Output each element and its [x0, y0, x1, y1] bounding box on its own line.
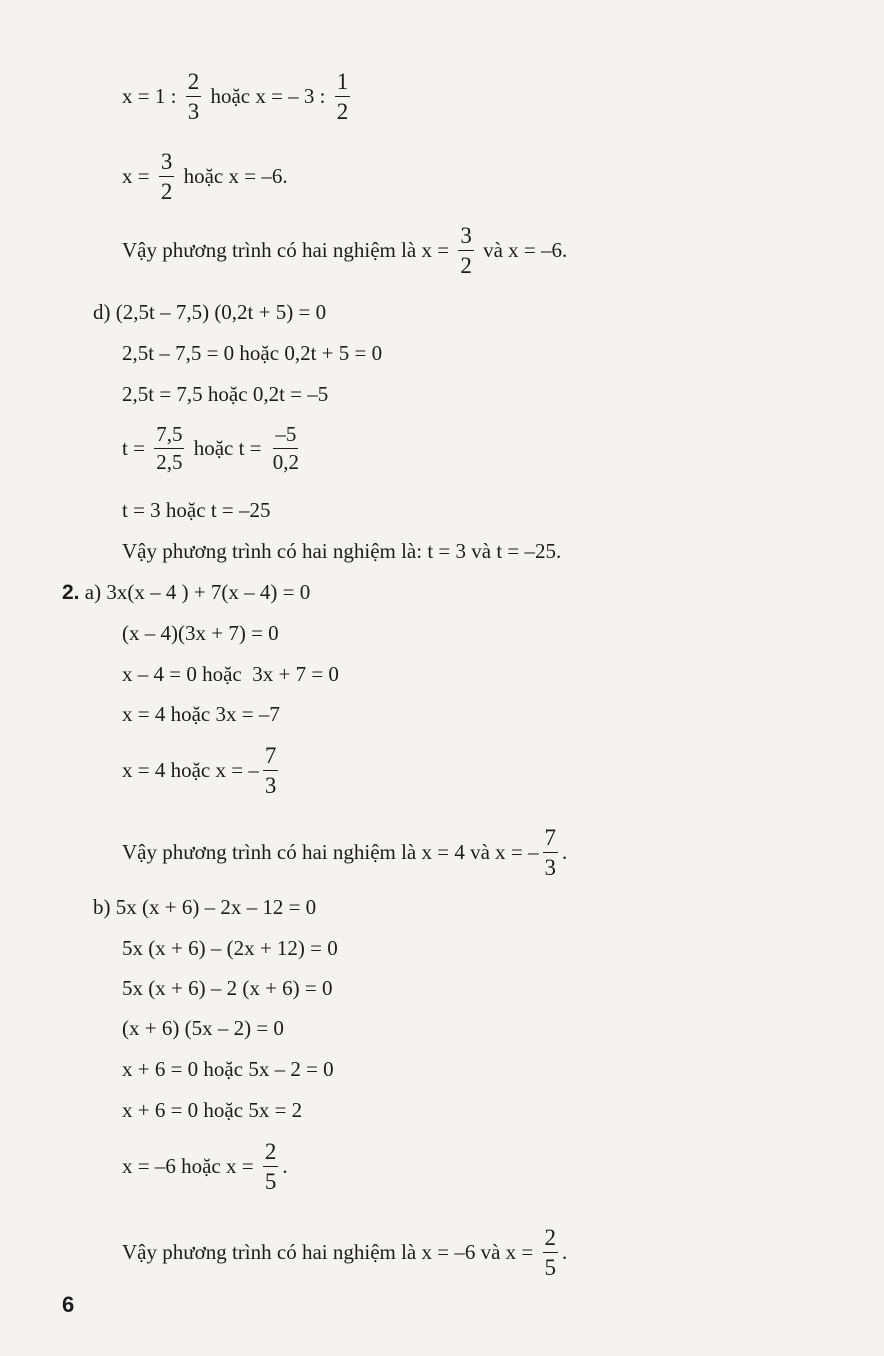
d-line-3: [122, 384, 328, 405]
numerator: 7: [263, 744, 279, 771]
b-line-5: [122, 1059, 334, 1080]
text: x = –6 hoặc x =: [122, 1154, 259, 1178]
numerator: 2: [263, 1140, 279, 1167]
numerator: 1: [335, 70, 351, 97]
text: t =: [122, 436, 151, 460]
denominator: 2: [460, 253, 472, 278]
text: Vậy phương trình có hai nghiệm là x = –6 và x =: [122, 1240, 539, 1264]
text: 5x (x + 6) – (2x + 12) = 0: [122, 936, 338, 960]
denominator: 3: [187, 99, 200, 124]
text: Vậy phương trình có hai nghiệm là x =: [122, 238, 455, 262]
denominator: 5: [544, 1255, 557, 1280]
exercise-number: 2.: [62, 581, 80, 604]
text: x + 6 = 0 hoặc 5x = 2: [122, 1098, 303, 1122]
line-2: [122, 150, 288, 203]
fraction: [271, 424, 301, 473]
a-line-6: [122, 826, 567, 879]
text: x =: [122, 164, 155, 188]
line-3: [122, 224, 567, 277]
fraction: [458, 224, 474, 277]
denominator: 2: [336, 99, 349, 124]
denominator: 2: [160, 179, 173, 204]
text: (x + 6) (5x – 2) = 0: [122, 1016, 284, 1040]
numerator: 3: [159, 150, 175, 177]
numerator: 2: [186, 70, 202, 97]
fraction: [186, 70, 202, 123]
text: b) 5x (x + 6) – 2x – 12 = 0: [93, 895, 317, 919]
line-1: [122, 70, 354, 123]
q2-line-1: [62, 582, 310, 603]
text: Vậy phương trình có hai nghiệm là: t = 3 và t = –25.: [122, 539, 562, 563]
fraction: [335, 70, 351, 123]
a-line-4: [122, 704, 280, 725]
d-line-2: [122, 343, 382, 364]
text: x = 1 :: [122, 84, 182, 108]
text: 2,5t = 7,5 hoặc 0,2t = –5: [122, 382, 329, 406]
b-line-7: [122, 1140, 288, 1193]
text: .: [562, 840, 568, 864]
a-line-5: [122, 744, 282, 797]
d-line-1: [93, 302, 326, 323]
b-line-8: [122, 1226, 567, 1279]
denominator: 3: [544, 855, 557, 880]
b-line-4: [122, 1018, 284, 1039]
denominator: 5: [264, 1169, 277, 1194]
page-number: 6: [62, 1292, 75, 1317]
text: x = 4 hoặc x = –: [122, 758, 259, 782]
numerator: –5: [273, 424, 298, 449]
text: d) (2,5t – 7,5) (0,2t + 5) = 0: [93, 300, 327, 324]
text: t = 3 hoặc t = –25: [122, 498, 271, 522]
denominator: 3: [264, 773, 277, 798]
numerator: 7: [543, 826, 559, 853]
text: hoặc t =: [188, 436, 267, 460]
b-line-2: [122, 938, 338, 959]
text: 5x (x + 6) – 2 (x + 6) = 0: [122, 976, 333, 1000]
fraction: [159, 150, 175, 203]
text: .: [282, 1154, 288, 1178]
a-line-2: [122, 623, 279, 644]
text: .: [562, 1240, 568, 1264]
b-line-6: [122, 1100, 302, 1121]
b-line-3: [122, 978, 333, 999]
b-line-1: [93, 897, 316, 918]
text: a) 3x(x – 4 ) + 7(x – 4) = 0: [79, 580, 311, 604]
numerator: 7,5: [154, 424, 184, 449]
fraction: [154, 424, 184, 473]
fraction: [543, 826, 559, 879]
denominator: 2,5: [156, 450, 183, 474]
fraction: [263, 1140, 279, 1193]
text: hoặc x = – 3 :: [205, 84, 331, 108]
text: x + 6 = 0 hoặc 5x – 2 = 0: [122, 1057, 334, 1081]
a-line-3: [122, 664, 339, 685]
fraction: [263, 744, 279, 797]
d-line-5: [122, 500, 271, 521]
text: hoặc x = –6.: [178, 164, 288, 188]
numerator: 2: [543, 1226, 559, 1253]
d-line-6: [122, 541, 561, 562]
text: 2,5t – 7,5 = 0 hoặc 0,2t + 5 = 0: [122, 341, 383, 365]
text: x = 4 hoặc 3x = –7: [122, 702, 280, 726]
text: Vậy phương trình có hai nghiệm là x = 4 và x = –: [122, 840, 539, 864]
text: (x – 4)(3x + 7) = 0: [122, 621, 279, 645]
denominator: 0,2: [272, 450, 300, 474]
numerator: 3: [458, 224, 474, 251]
fraction: [543, 1226, 559, 1279]
d-line-4: [122, 424, 305, 473]
text: x – 4 = 0 hoặc 3x + 7 = 0: [122, 662, 339, 686]
text: và x = –6.: [477, 238, 568, 262]
